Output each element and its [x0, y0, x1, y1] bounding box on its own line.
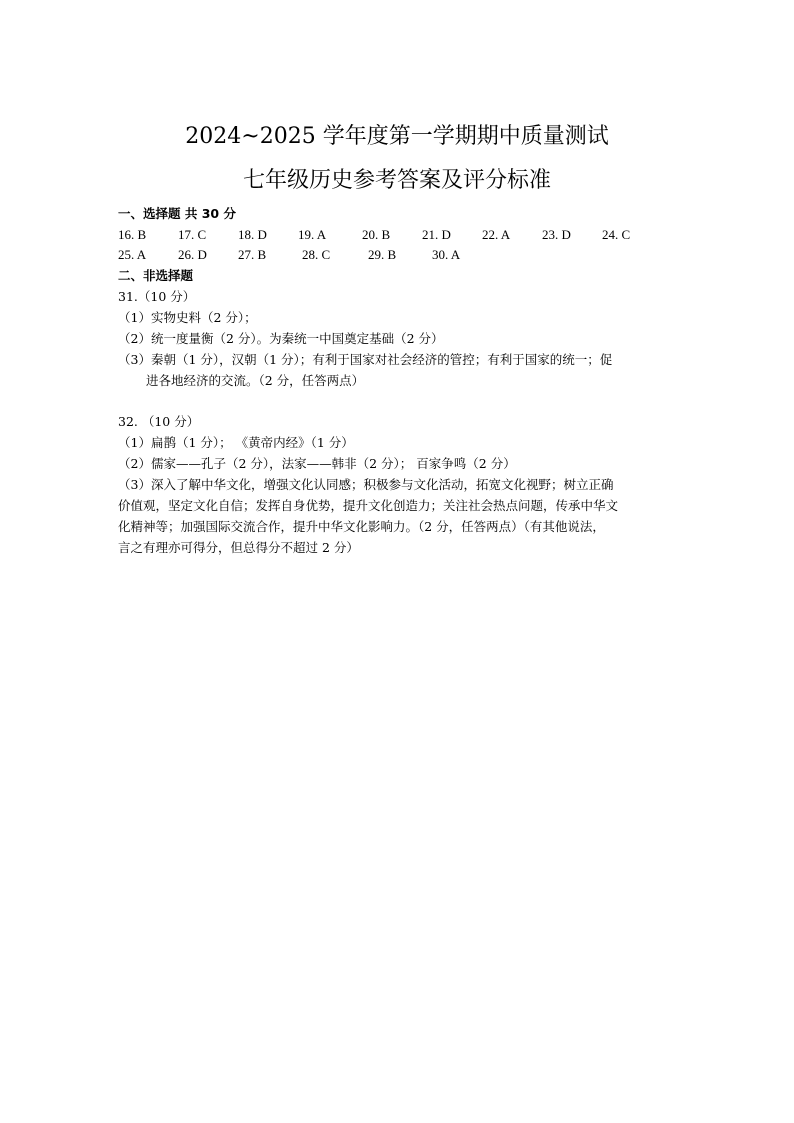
choice-answer: 22. A	[482, 227, 511, 242]
choice-answer: 29. B	[368, 247, 397, 262]
question-32-answer-line: 价值观，坚定文化自信；发挥自身优势，提升文化创造力；关注社会热点问题，传承中华文	[118, 498, 619, 513]
section-heading-nonchoice: 二、非选择题	[118, 268, 194, 283]
question-32-label: 32. （10 分）	[118, 414, 200, 429]
choice-answer: 28. C	[302, 247, 331, 262]
question-32-answer-line: 言之有理亦可得分，但总得分不超过 2 分）	[118, 540, 359, 555]
question-31-answer-line: （3）秦朝（1 分），汉朝（1 分）；有利于国家对社会经济的管控；有利于国家的统一；促	[118, 352, 613, 367]
question-31-answer-line: （1）实物史料（2 分）；	[118, 310, 257, 325]
page-subtitle: 七年级历史参考答案及评分标准	[242, 168, 551, 193]
section-heading-choice: 一、选择题 共 30 分	[118, 206, 236, 221]
choice-answer: 26. D	[178, 247, 207, 262]
choice-answer: 24. C	[602, 227, 631, 242]
choice-answer: 16. B	[118, 227, 147, 242]
choice-answer: 20. B	[362, 227, 391, 242]
choice-answer: 18. D	[238, 227, 267, 242]
question-31-answer-line: （2）统一度量衡（2 分）。为秦统一中国奠定基础（2 分）	[118, 331, 444, 346]
question-32-answer-line: （3）深入了解中华文化，增强文化认同感；积极参与文化活动，拓宽文化视野；树立正确	[118, 477, 614, 492]
choice-answer: 21. D	[422, 227, 451, 242]
question-31-label: 31.（10 分）	[118, 289, 196, 304]
question-32-answer-line: （1）扁鹊（1 分）； 《黄帝内经》（1 分）	[118, 435, 354, 450]
choice-answer: 25. A	[118, 247, 147, 262]
choice-answer: 23. D	[542, 227, 571, 242]
choice-answer: 17. C	[178, 227, 207, 242]
question-32-answer-line: 化精神等；加强国际交流合作，提升中华文化影响力。（2 分，任答两点）（有其他说法，	[118, 519, 605, 534]
choice-answer: 19. A	[298, 227, 327, 242]
choice-answer: 30. A	[432, 247, 461, 262]
question-31-answer-line: 进各地经济的交流。（2 分，任答两点）	[146, 373, 365, 388]
question-32-answer-line: （2）儒家——孔子（2 分），法家——韩非（2 分）； 百家争鸣（2 分）	[118, 456, 516, 471]
page-title: 2024~2025 学年度第一学期期中质量测试	[185, 124, 609, 149]
choice-answer: 27. B	[238, 247, 267, 262]
